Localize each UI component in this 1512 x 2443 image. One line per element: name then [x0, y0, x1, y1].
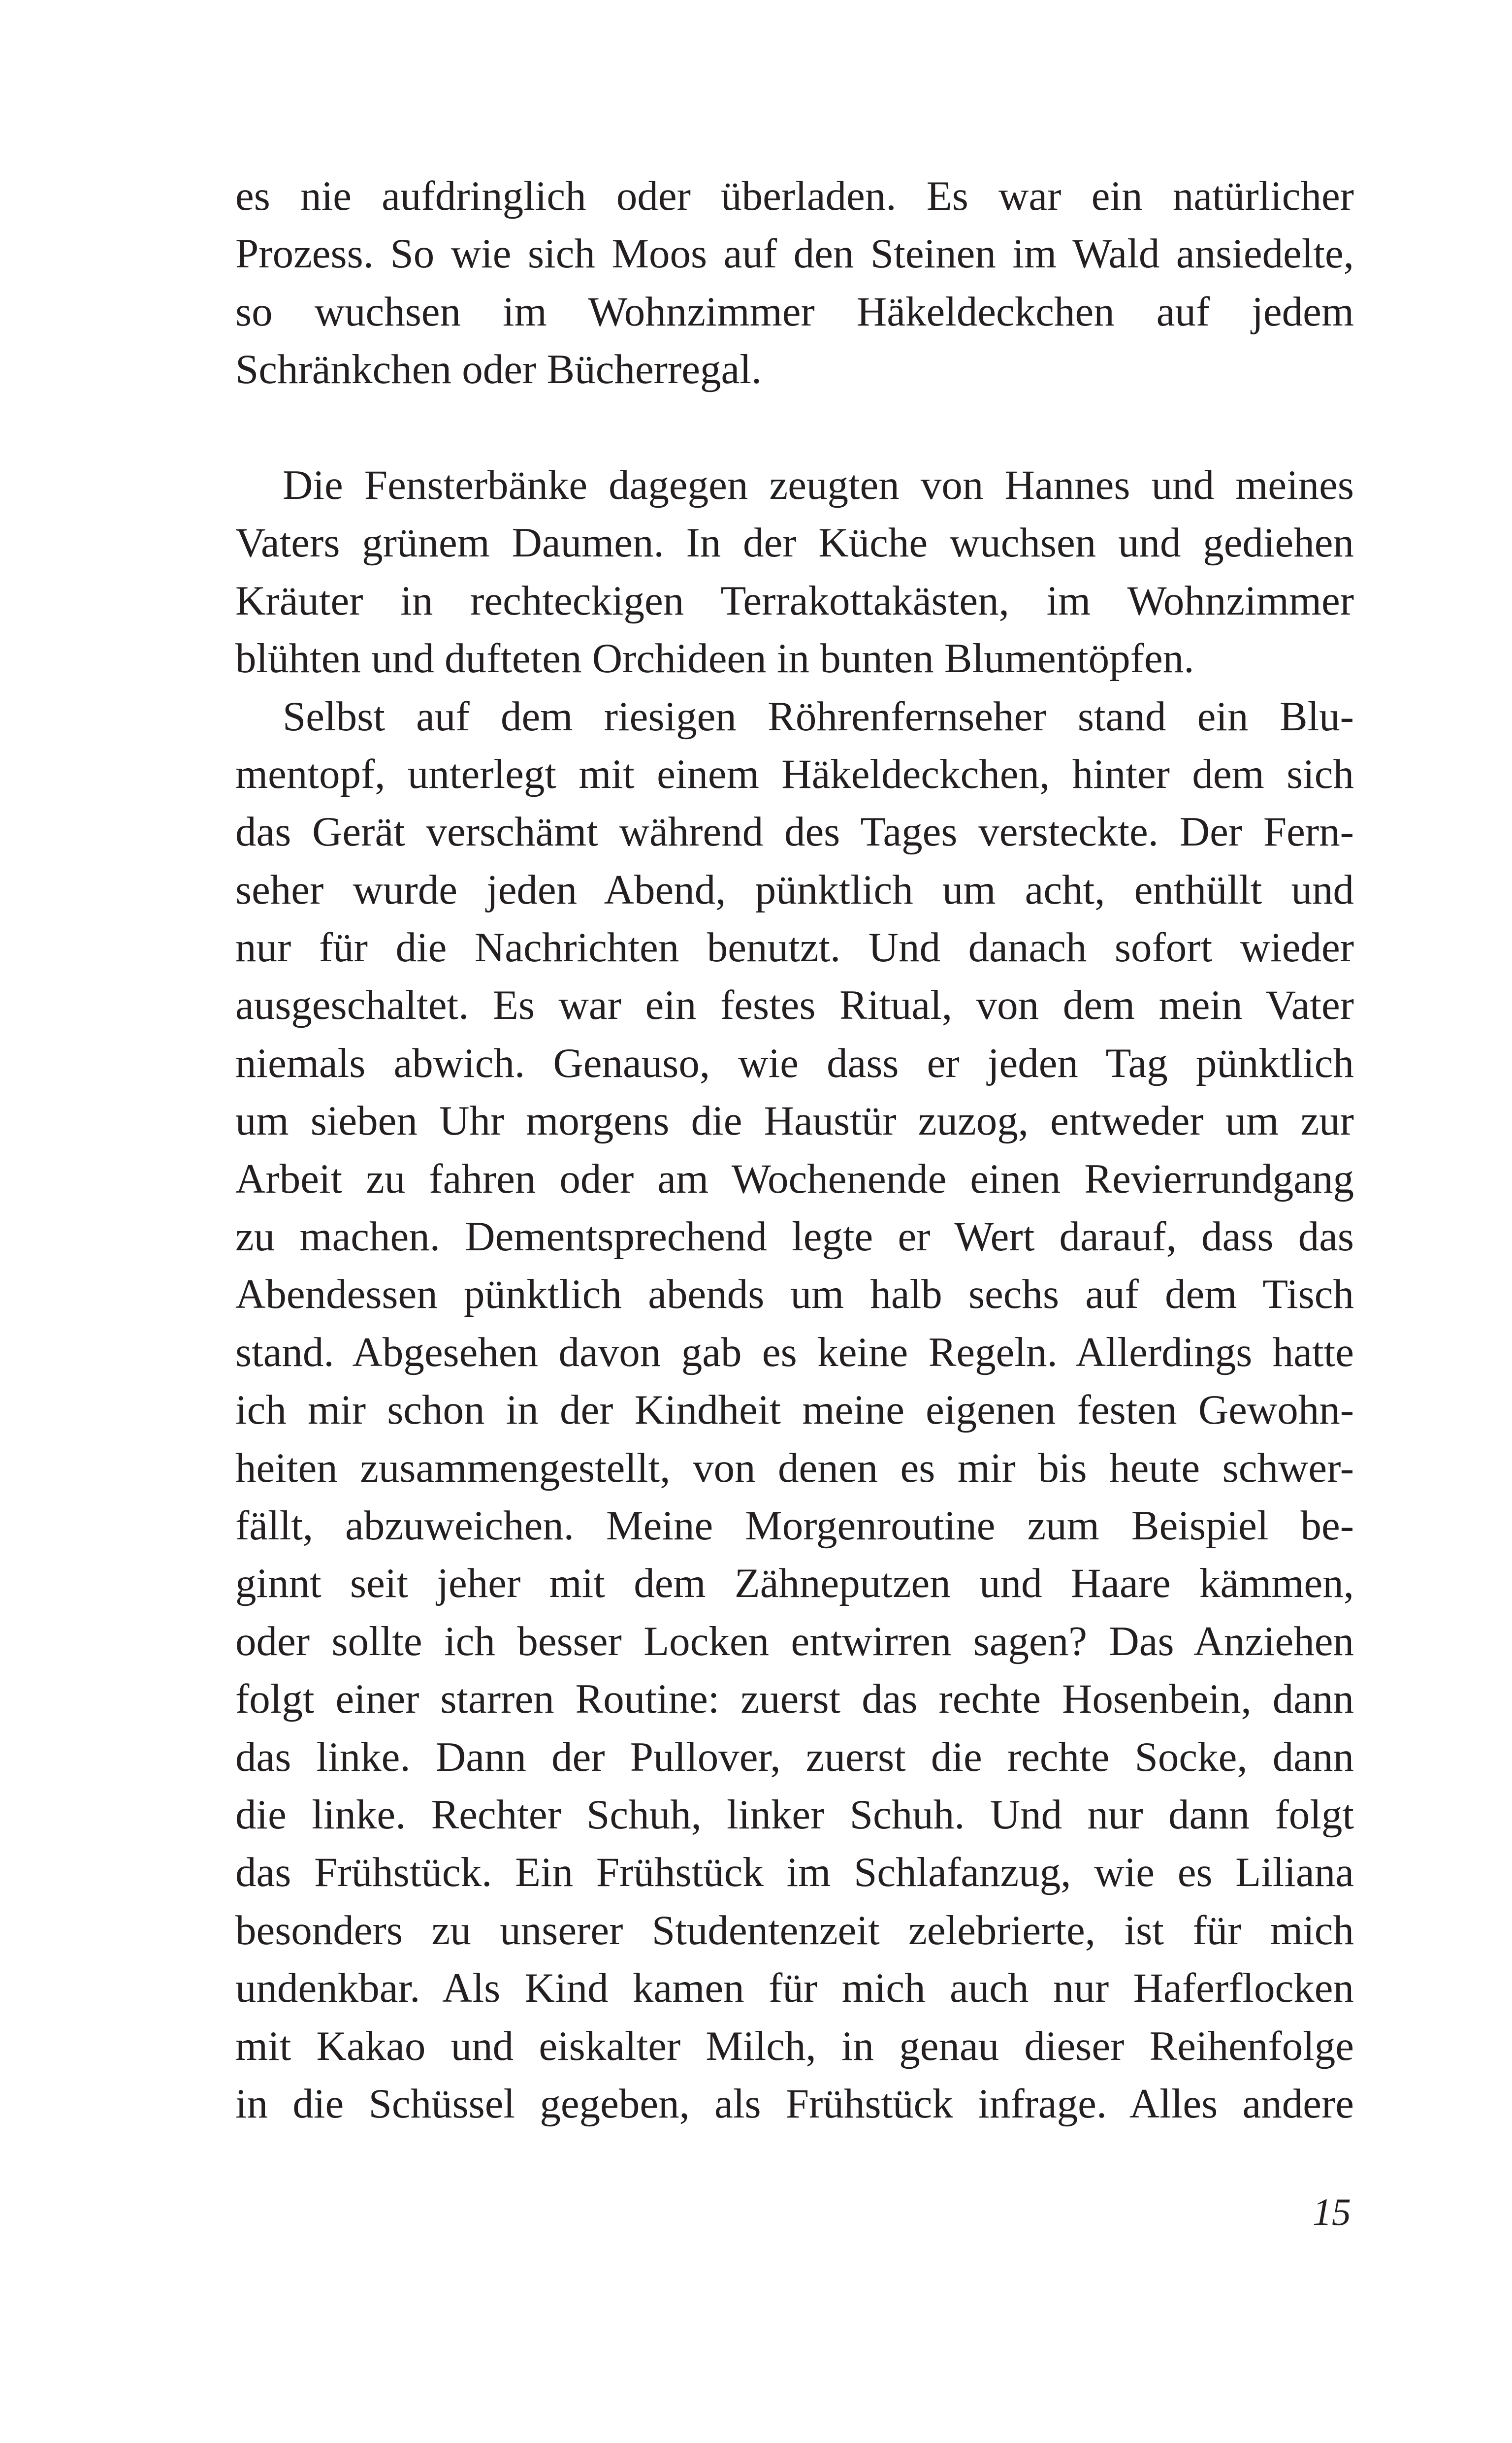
- text-line: folgt einer starren Routine: zuerst das rechte Hosenbein, dann: [235, 1676, 1354, 1723]
- text-line: ausgeschaltet. Es war ein festes Ritual, von dem mein Vater: [235, 982, 1354, 1029]
- text-line: zu machen. Dementsprechend legte er Wert darauf, dass das: [235, 1213, 1354, 1260]
- text-line: Arbeit zu fahren oder am Wochenende einen Revierrundgang: [235, 1155, 1354, 1202]
- text-line: besonders zu unserer Studentenzeit zelebrierte, ist für mich: [235, 1907, 1354, 1954]
- text-line: ich mir schon in der Kindheit meine eigenen festen Gewohn-: [235, 1387, 1354, 1433]
- text-line: mit Kakao und eiskalter Milch, in genau dieser Reihenfolge: [235, 2022, 1354, 2069]
- text-line: undenkbar. Als Kind kamen für mich auch nur Haferflocken: [235, 1965, 1354, 2012]
- text-line: stand. Abgesehen davon gab es keine Regeln. Allerdings hatte: [235, 1329, 1354, 1375]
- text-line: Kräuter in rechteckigen Terrakottakästen, im Wohnzimmer: [235, 577, 1354, 624]
- text-line: Prozess. So wie sich Moos auf den Steinen im Wald ansiedelte,: [235, 230, 1354, 277]
- text-line: Schränkchen oder Bücherregal.: [235, 346, 762, 393]
- text-line: in die Schüssel gegeben, als Frühstück infrage. Alles andere: [235, 2080, 1354, 2127]
- text-line: seher wurde jeden Abend, pünktlich um acht, enthüllt und: [235, 866, 1354, 913]
- text-line: Vaters grünem Daumen. In der Küche wuchsen und gediehen: [235, 520, 1354, 566]
- page-number: 15: [1313, 2190, 1351, 2233]
- text-line: Die Fensterbänke dagegen zeugten von Hannes und meines: [283, 461, 1354, 508]
- text-line: das Frühstück. Ein Frühstück im Schlafanzug, wie es Liliana: [235, 1849, 1354, 1896]
- body-text: [235, 167, 1354, 2133]
- text-line: ginnt seit jeher mit dem Zähneputzen und Haare kämmen,: [235, 1560, 1354, 1607]
- text-line: mentopf, unterlegt mit einem Häkeldeckchen, hinter dem sich: [235, 750, 1354, 797]
- text-line: nur für die Nachrichten benutzt. Und danach sofort wieder: [235, 924, 1354, 971]
- text-line: um sieben Uhr morgens die Haustür zuzog, entweder um zur: [235, 1098, 1354, 1144]
- text-line: so wuchsen im Wohnzimmer Häkeldeckchen auf jedem: [235, 288, 1354, 335]
- text-line: die linke. Rechter Schuh, linker Schuh. Und nur dann folgt: [235, 1791, 1354, 1838]
- text-line: das Gerät verschämt während des Tages versteckte. Der Fern-: [235, 809, 1354, 855]
- text-line: blühten und dufteten Orchideen in bunten Blumentöpfen.: [235, 635, 1194, 682]
- text-line: Abendessen pünktlich abends um halb sechs auf dem Tisch: [235, 1271, 1354, 1318]
- text-line: fällt, abzuweichen. Meine Morgenroutine zum Beispiel be-: [235, 1502, 1354, 1549]
- paragraph: [235, 456, 1354, 688]
- text-line: niemals abwich. Genauso, wie dass er jeden Tag pünktlich: [235, 1040, 1354, 1086]
- text-line: heiten zusammengestellt, von denen es mir bis heute schwer-: [235, 1444, 1354, 1491]
- paragraph: [235, 688, 1354, 2133]
- text-line: es nie aufdringlich oder überladen. Es war ein natürlicher: [235, 173, 1354, 219]
- paragraph-spacer: [235, 399, 1354, 456]
- text-line: oder sollte ich besser Locken entwirren sagen? Das Anziehen: [235, 1618, 1354, 1664]
- text-line: das linke. Dann der Pullover, zuerst die rechte Socke, dann: [235, 1733, 1354, 1780]
- paragraph: [235, 167, 1354, 399]
- text-line: Selbst auf dem riesigen Röhrenfernseher stand ein Blu-: [283, 693, 1354, 740]
